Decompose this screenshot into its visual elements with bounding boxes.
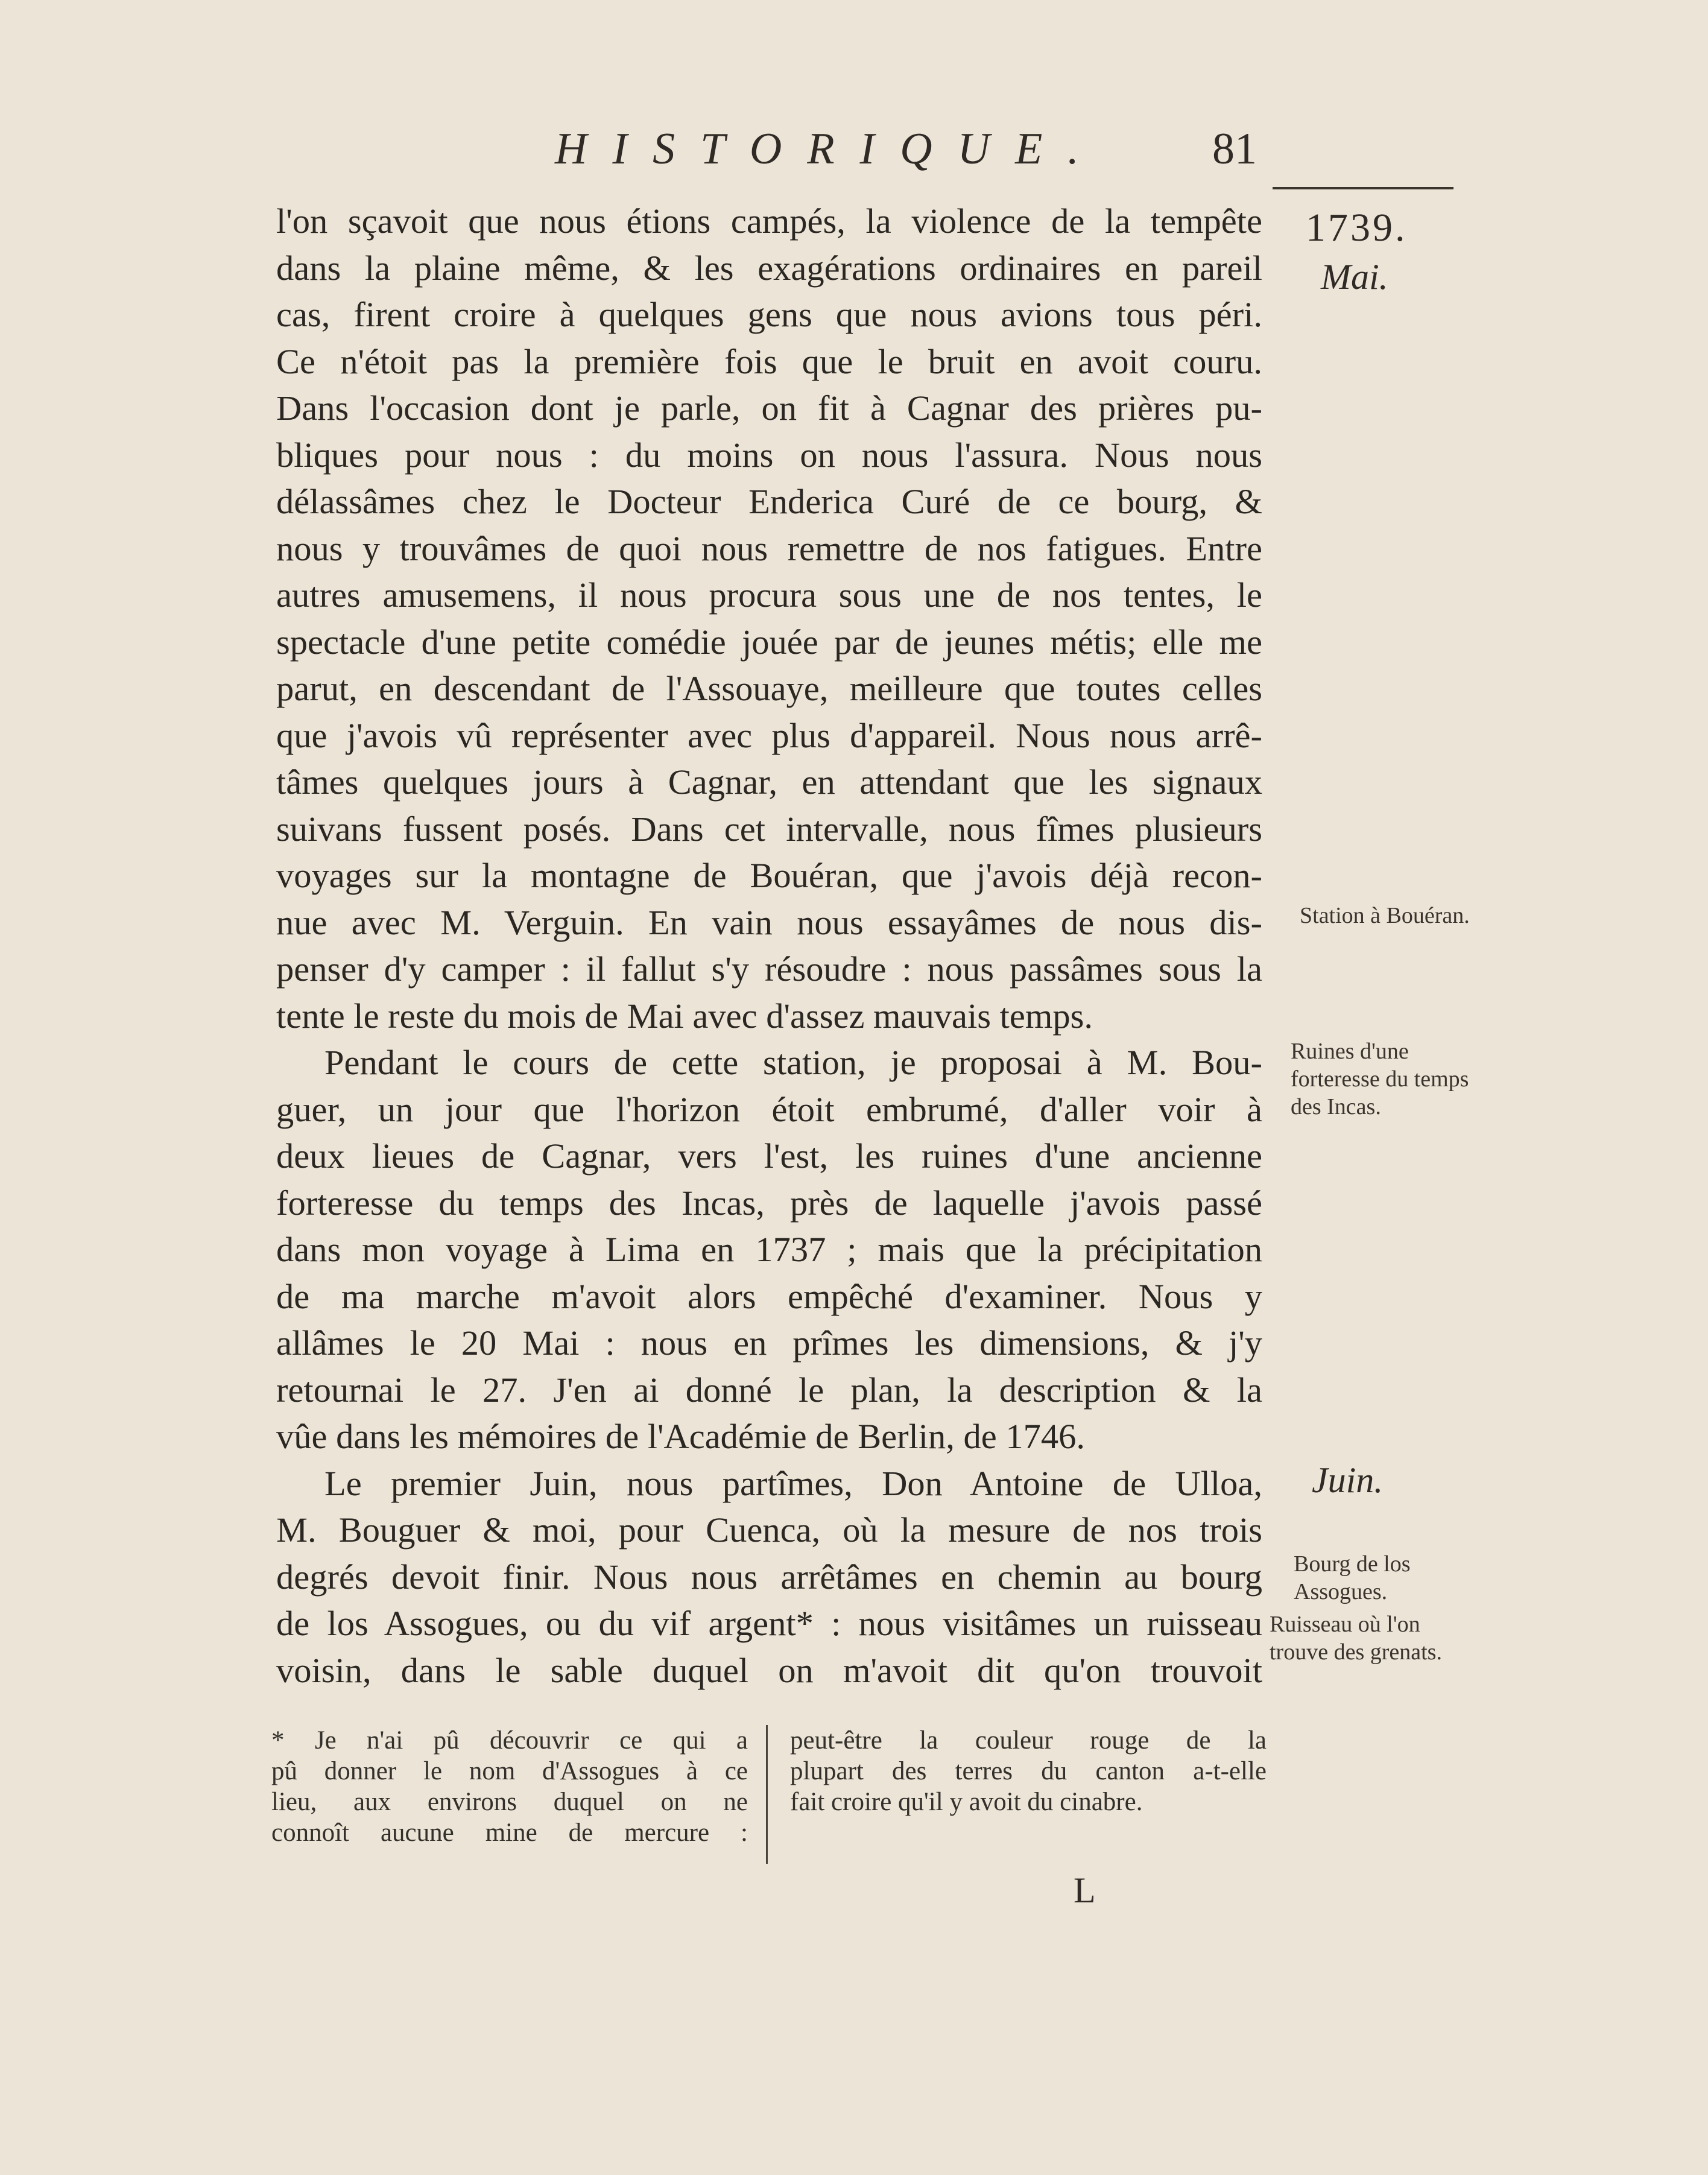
text-line: penser d'y camper : il fallut s'y résoudre : nous passâmes sous la <box>276 949 1262 989</box>
page-header <box>253 124 1279 184</box>
text-line: suivans fussent posés. Dans cet intervalle, nous fîmes plusieurs <box>276 809 1262 849</box>
text-line: bliques pour nous : du moins on nous l'assura. Nous nous <box>276 435 1262 475</box>
text-line: guer, un jour que l'horizon étoit embrumé, d'aller voir à <box>276 1089 1262 1129</box>
text-line: l'on sçavoit que nous étions campés, la violence de la tempête <box>276 201 1262 241</box>
footnote-line: plupart des terres du canton a-t-elle <box>790 1757 1267 1785</box>
text-line: nue avec M. Verguin. En vain nous essayâmes de nous dis- <box>276 902 1262 942</box>
footnote-line: pû donner le nom d'Assogues à ce <box>271 1757 748 1785</box>
text-line: que j'avois vû représenter avec plus d'appareil. Nous nous arrê- <box>276 715 1262 755</box>
text-line: autres amusemens, il nous procura sous une de nos tentes, le <box>276 575 1262 615</box>
text-line: cas, firent croire à quelques gens que nous avions tous péri. <box>276 295 1262 334</box>
text-line: Dans l'occasion dont je parle, on fit à Cagnar des prières pu- <box>276 388 1262 428</box>
text-line: forteresse du temps des Incas, près de laquelle j'avois passé <box>276 1183 1262 1223</box>
text-line: retournai le 27. J'en ai donné le plan, la description & la <box>276 1370 1262 1410</box>
text-line: allâmes le 20 Mai : nous en prîmes les dimensions, & j'y <box>276 1323 1262 1363</box>
text-line: dans mon voyage à Lima en 1737 ; mais que la précipitation <box>276 1230 1262 1269</box>
text-line: voisin, dans le sable duquel on m'avoit dit qu'on trouvoit <box>276 1650 1262 1690</box>
text-line: deux lieues de Cagnar, vers l'est, les ruines d'une ancienne <box>276 1136 1262 1176</box>
footnote <box>271 1725 1267 1864</box>
running-title: HISTORIQUE. <box>555 124 1104 174</box>
margin-month-june: Juin. <box>1312 1460 1384 1500</box>
text-line: de ma marche m'avoit alors empêché d'examiner. Nous y <box>276 1276 1262 1316</box>
text-line: tente le reste du mois de Mai avec d'assez mauvais temps. <box>276 996 1093 1036</box>
footnote-line: fait croire qu'il y avoit du cinabre. <box>790 1788 1143 1816</box>
text-line: délassâmes chez le Docteur Enderica Curé de ce bourg, & <box>276 482 1262 521</box>
footnote-divider <box>766 1725 768 1864</box>
margin-note-ruisseau: Ruisseau où l'on trouve des grenats. <box>1270 1612 1442 1665</box>
text-line: degrés devoit finir. Nous nous arrêtâmes en chemin au bourg <box>276 1557 1262 1597</box>
footnote-line: peut-être la couleur rouge de la <box>790 1726 1267 1755</box>
text-line: dans la plaine même, & les exagérations ordinaires en pareil <box>276 248 1262 288</box>
text-line: M. Bouguer & moi, pour Cuenca, où la mesure de nos trois <box>276 1510 1262 1550</box>
footnote-line: * Je n'ai pû découvrir ce qui a <box>271 1726 748 1755</box>
text-line: de los Assogues, ou du vif argent* : nous visitâmes un ruisseau <box>276 1604 1262 1643</box>
footnote-line: connoît aucune mine de mercure : <box>271 1819 748 1847</box>
footnote-right-column <box>790 1725 1267 1817</box>
margin-note-station: Station à Bouéran. <box>1300 903 1470 928</box>
text-line: parut, en descendant de l'Assouaye, meilleure que toutes celles <box>276 669 1262 708</box>
text-line: Pendant le cours de cette station, je proposai à M. Bou- <box>324 1043 1262 1082</box>
text-line: Ce n'étoit pas la première fois que le bruit en avoit couru. <box>276 341 1262 381</box>
margin-rule <box>1273 187 1453 189</box>
text-line: vûe dans les mémoires de l'Académie de Berlin, de 1746. <box>276 1417 1086 1456</box>
footnote-left-column <box>271 1725 748 1848</box>
margin-note-ruines: Ruines d'une forteresse du temps des Incas. <box>1291 1039 1469 1119</box>
text-line: nous y trouvâmes de quoi nous remettre de nos fatigues. Entre <box>276 528 1262 568</box>
footnote-line: lieu, aux environs duquel on ne <box>271 1788 748 1816</box>
text-line: Le premier Juin, nous partîmes, Don Antoine de Ulloa, <box>324 1463 1262 1503</box>
main-text <box>276 198 1262 1694</box>
margin-year: 1739. <box>1306 206 1408 250</box>
signature-mark: L <box>1074 1870 1096 1910</box>
margin-note-bourg: Bourg de los Assogues. <box>1294 1551 1411 1604</box>
text-line: tâmes quelques jours à Cagnar, en attendant que les signaux <box>276 762 1262 802</box>
text-line: spectacle d'une petite comédie jouée par de jeunes métis; elle me <box>276 622 1262 662</box>
page-number: 81 <box>1212 124 1257 174</box>
text-line: voyages sur la montagne de Bouéran, que j'avois déjà recon- <box>276 856 1262 895</box>
margin-month-may: Mai. <box>1321 257 1388 297</box>
